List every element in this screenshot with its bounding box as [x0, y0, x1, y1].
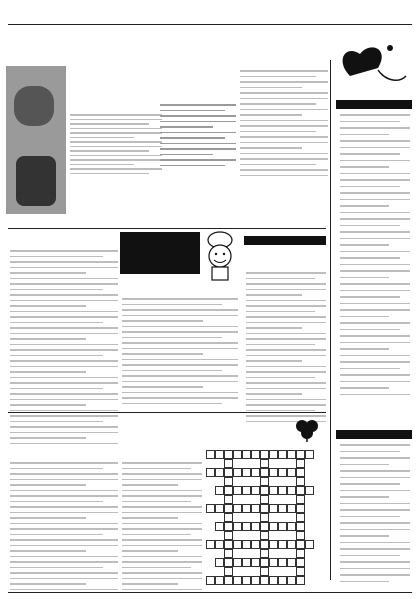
right-column-text-bottom — [340, 444, 410, 582]
heart-icon — [330, 36, 410, 96]
test-article-text — [10, 250, 118, 444]
hand-pointing-icon — [14, 86, 54, 126]
photo-left — [6, 66, 66, 214]
section-rule — [8, 228, 326, 229]
right-rubric-bottom — [336, 430, 412, 439]
express-text — [246, 272, 326, 422]
ready-box — [120, 232, 200, 274]
left-article-text — [70, 114, 162, 174]
bottom-rule — [8, 592, 412, 593]
crossword-across-clues — [10, 462, 118, 590]
column-rule — [330, 60, 331, 580]
masthead — [260, 6, 410, 26]
clover-icon — [290, 416, 324, 442]
chef-icon — [200, 230, 240, 282]
express-header — [244, 236, 326, 245]
right-rubric — [336, 100, 412, 109]
poem-column — [240, 70, 328, 176]
top-rule — [8, 24, 412, 25]
crossword-grid[interactable] — [206, 450, 326, 590]
crossword-down-clues — [122, 462, 202, 590]
right-column-text — [340, 114, 410, 395]
recipe-text — [122, 298, 238, 404]
center-poem — [160, 104, 236, 166]
crossword-rule — [8, 412, 326, 413]
